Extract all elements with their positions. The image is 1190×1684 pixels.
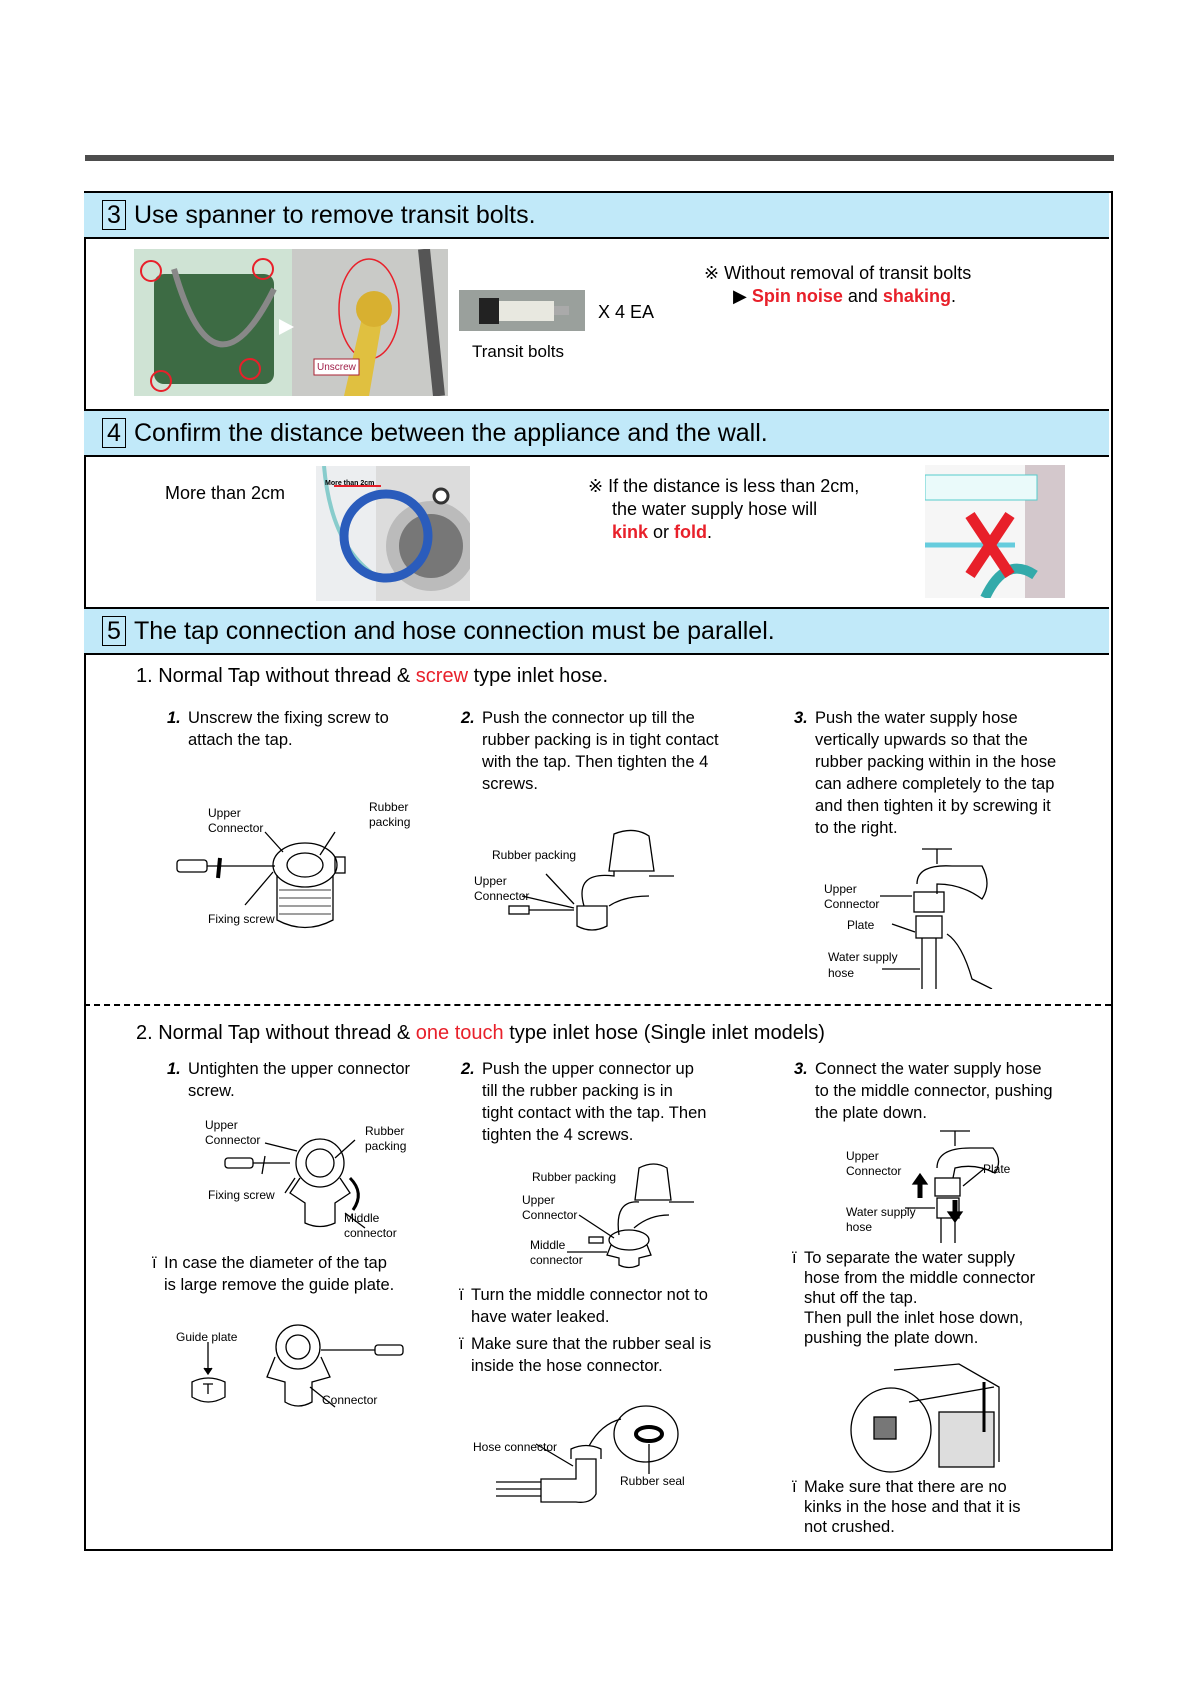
label-rubber: Rubber xyxy=(365,1124,405,1138)
step-line: to the right. xyxy=(815,819,898,837)
part2-step-2 xyxy=(461,1058,707,1146)
part2-step-3 xyxy=(794,1058,1053,1124)
step-num: 1. xyxy=(167,709,181,727)
label-rubber-packing: Rubber packing xyxy=(532,1170,617,1184)
label-connector: Connector xyxy=(522,1208,578,1222)
step-line: tighten the 4 screws. xyxy=(482,1126,634,1144)
label-hose: hose xyxy=(828,966,855,980)
distance-label: More than 2cm xyxy=(165,483,286,503)
label-upper: Upper xyxy=(208,806,241,820)
label-hose: hose xyxy=(846,1220,873,1234)
heading-text: 2. Normal Tap without thread & xyxy=(136,1022,416,1044)
part1-heading xyxy=(136,665,608,688)
heading-text: 1. Normal Tap without thread & xyxy=(136,665,416,687)
part1-step-1 xyxy=(167,707,389,751)
part1-step-2 xyxy=(461,707,719,795)
part1-step-3 xyxy=(794,707,1057,839)
step-line: rubber packing within in the hose xyxy=(815,753,1057,771)
note-line: In case the diameter of the tap xyxy=(164,1254,387,1272)
section-5-header xyxy=(84,607,1109,655)
shaking: shaking xyxy=(882,286,951,306)
note-line: shut off the tap. xyxy=(804,1289,918,1307)
note-line: To separate the water supply xyxy=(804,1249,1015,1267)
connector-diagram xyxy=(175,800,411,930)
note-line: Make sure that the rubber seal is xyxy=(471,1335,712,1353)
spin-noise: Spin noise xyxy=(751,286,843,306)
note-line: pushing the plate down. xyxy=(804,1329,979,1347)
section-4-header xyxy=(84,409,1109,457)
step-number: 4 xyxy=(102,418,126,448)
step-line: attach the tap. xyxy=(188,731,293,749)
heading-text: type inlet hose (Single inlet models) xyxy=(503,1022,825,1044)
one-touch-tap-diagram xyxy=(519,1160,694,1270)
step-line: can adhere completely to the tap xyxy=(815,775,1055,793)
step-line: with the tap. Then tighten the 4 xyxy=(482,753,709,771)
note-symbol-icon: ※ xyxy=(588,476,604,496)
hose-routing-diagram xyxy=(849,1362,1009,1474)
note-no-kinks xyxy=(792,1477,1021,1537)
label-water-supply: Water supply xyxy=(846,1205,916,1219)
step-line: the plate down. xyxy=(815,1104,927,1122)
step-num: 3. xyxy=(794,709,808,727)
label-upper: Upper xyxy=(205,1118,238,1132)
heading-highlight: one touch xyxy=(415,1022,504,1044)
step-line: Push the water supply hose xyxy=(815,709,1018,727)
label-plate: Plate xyxy=(983,1162,1011,1176)
section-divider xyxy=(84,1004,1111,1006)
step-number: 5 xyxy=(102,616,126,646)
label-fixing-screw: Fixing screw xyxy=(208,1188,275,1202)
note-text: Without removal of transit bolts xyxy=(724,263,972,283)
note-line: is large remove the guide plate. xyxy=(164,1276,395,1294)
step-line: screws. xyxy=(482,775,538,793)
note-symbol-icon: ※ xyxy=(704,263,720,283)
transit-note xyxy=(704,262,971,284)
label-middle: Middle xyxy=(530,1238,566,1252)
label-rubber-packing: Rubber packing xyxy=(492,848,577,862)
note-line: If the distance is less than 2cm, xyxy=(608,476,860,496)
wall-distance-image xyxy=(316,466,470,601)
note-line: inside the hose connector. xyxy=(471,1357,663,1375)
label-hose-connector: Hose connector xyxy=(473,1440,558,1454)
part2-heading xyxy=(136,1022,825,1045)
note-line: have water leaked. xyxy=(471,1308,610,1326)
label-middle-connector: connector xyxy=(344,1226,397,1240)
bullet: ï xyxy=(459,1335,464,1353)
heading-text: type inlet hose. xyxy=(468,665,609,687)
transit-consequence xyxy=(733,285,956,307)
unscrew-label: Unscrew xyxy=(317,362,356,373)
label-upper: Upper xyxy=(474,874,507,888)
note-line: kinks in the hose and that it is xyxy=(804,1498,1021,1516)
distance-note xyxy=(588,475,859,544)
note-line: the water supply hose will xyxy=(612,499,818,519)
step-line: Connect the water supply hose xyxy=(815,1060,1042,1078)
one-touch-connector-diagram xyxy=(205,1118,415,1243)
step-line: Push the upper connector up xyxy=(482,1060,694,1078)
part2-step-1 xyxy=(167,1058,410,1102)
note-middle-connector xyxy=(459,1284,708,1328)
step-num: 1. xyxy=(167,1060,181,1078)
label-middle-connector: connector xyxy=(530,1253,583,1267)
or-text: or xyxy=(648,522,675,542)
period: . xyxy=(707,522,713,542)
period: . xyxy=(950,286,956,306)
bolt-quantity: X 4 EA xyxy=(598,302,655,322)
step-line: and then tighten it by screwing it xyxy=(815,797,1051,815)
label-connector: Connector xyxy=(846,1164,902,1178)
step-line: Unscrew the fixing screw to xyxy=(188,709,389,727)
label-connector: Connector xyxy=(322,1393,378,1407)
label-packing: packing xyxy=(365,1139,407,1153)
step-line: till the rubber packing is in xyxy=(482,1082,673,1100)
label-rubber: Rubber xyxy=(369,800,409,814)
label-connector: Connector xyxy=(824,897,880,911)
bullet: ï xyxy=(459,1286,464,1304)
step-line: Untighten the upper connector xyxy=(188,1060,410,1078)
fold-text: fold xyxy=(674,522,708,542)
one-touch-hose-diagram xyxy=(845,1128,1025,1243)
note-line: Then pull the inlet hose down, xyxy=(804,1309,1024,1327)
note-line: Make sure that there are no xyxy=(804,1478,1007,1496)
note-separate-hose xyxy=(792,1248,1036,1348)
label-upper: Upper xyxy=(522,1193,555,1207)
label-fixing-screw: Fixing screw xyxy=(208,912,275,926)
note-line: Turn the middle connector not to xyxy=(471,1286,708,1304)
label-guide-plate: Guide plate xyxy=(176,1330,238,1344)
bolt-caption: Transit bolts xyxy=(472,342,564,361)
bullet: ï xyxy=(792,1478,797,1496)
step-num: 2. xyxy=(461,709,475,727)
note-line: not crushed. xyxy=(804,1518,895,1536)
note-rubber-seal xyxy=(459,1333,712,1377)
guide-plate-diagram xyxy=(175,1322,415,1412)
tap-hose-diagram xyxy=(822,844,1002,989)
label-upper: Upper xyxy=(824,882,857,896)
label-connector: Connector xyxy=(474,889,530,903)
arrow-right-icon: ▶ xyxy=(733,286,747,306)
section-title: The tap connection and hose connection must be parallel. xyxy=(134,616,775,645)
top-rule xyxy=(85,155,1114,161)
note-line: hose from the middle connector xyxy=(804,1269,1036,1287)
bullet: ï xyxy=(792,1249,797,1267)
label-plate: Plate xyxy=(847,918,875,932)
transit-bolts-photo xyxy=(134,249,448,396)
label-rubber-seal: Rubber seal xyxy=(620,1474,685,1488)
label-middle: Middle xyxy=(344,1211,380,1225)
label-connector: Connector xyxy=(205,1133,261,1147)
bullet: ï xyxy=(152,1254,157,1272)
label-connector: Connector xyxy=(208,821,264,835)
step-line: tight contact with the tap. Then xyxy=(482,1104,707,1122)
step-line: rubber packing is in tight contact xyxy=(482,731,719,749)
step-num: 2. xyxy=(461,1060,475,1078)
kink-text: kink xyxy=(612,522,649,542)
step-line: vertically upwards so that the xyxy=(815,731,1028,749)
step-line: to the middle connector, pushing xyxy=(815,1082,1053,1100)
label-packing: packing xyxy=(369,815,411,829)
step-line: screw. xyxy=(188,1082,235,1100)
step-number: 3 xyxy=(102,200,126,230)
label-upper: Upper xyxy=(846,1149,879,1163)
tap-connector-diagram xyxy=(474,826,684,931)
transit-bolt-image xyxy=(459,290,585,331)
label-water-supply: Water supply xyxy=(828,950,898,964)
and-text: and xyxy=(842,286,883,306)
wrong-installation-image xyxy=(925,465,1065,598)
step-line: Push the connector up till the xyxy=(482,709,695,727)
image-distance-label: More than 2cm xyxy=(325,480,375,487)
hose-connector-diagram xyxy=(471,1404,691,1506)
step-num: 3. xyxy=(794,1060,808,1078)
section-title: Confirm the distance between the appliance and the wall. xyxy=(134,418,768,447)
section-3-header xyxy=(84,191,1109,239)
note-guide-plate xyxy=(152,1252,395,1296)
heading-highlight: screw xyxy=(415,665,469,687)
section-title: Use spanner to remove transit bolts. xyxy=(134,200,536,229)
